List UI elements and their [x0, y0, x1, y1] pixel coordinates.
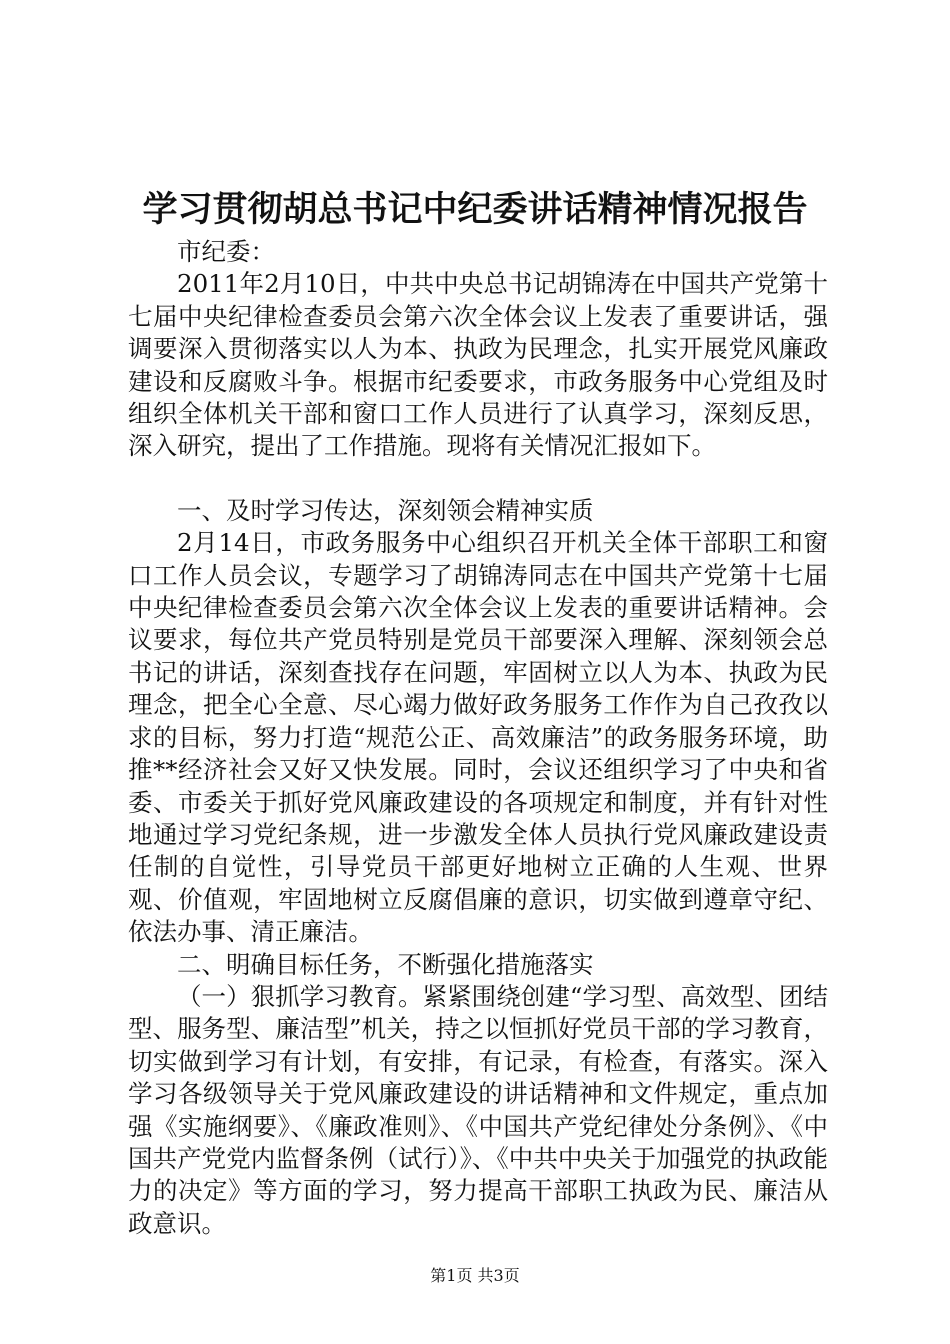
section-heading-1: 一、及时学习传达，深刻领会精神实质	[177, 495, 594, 525]
document-title: 学习贯彻胡总书记中纪委讲话精神情况报告	[142, 189, 808, 230]
paragraph-section-2-item-1: （一）狠抓学习教育。紧紧围绕创建“学习型、高效型、团结型、服务型、廉洁型”机关，持之以恒抓好党员干部的学习教育，切实做到学习有计划，有安排，有记录，有检查，有落实。深入学习各级领导关于党风廉政建设的讲话精神和文件规定，重点加强《实施纲要》、《廉政准则》、《中国共产党纪律处分条例》、《中国共产党党内监督条例（试行）》、《中共中央关于加强党的执政能力的决定》等方面的学习，努力提高干部职工执政为民、廉洁从政意识。	[128, 981, 828, 1238]
paragraph-section-1: 2月14日，市政务服务中心组织召开机关全体干部职工和窗口工作人员会议，专题学习了胡锦涛同志在中国共产党第十七届中央纪律检查委员会第六次全体会议上发表的重要讲话精神。会议要求，每位共产党员特别是党员干部要深入理解、深刻领会总书记的讲话，深刻查找存在问题，牢固树立以人为本、执政为民理念，把全心全意、尽心竭力做好政务服务工作作为自己孜孜以求的目标，努力打造“规范公正、高效廉洁”的政务服务环境，助推**经济社会又好又快发展。同时，会议还组织学习了中央和省委、市委关于抓好党风廉政建设的各项规定和制度，并有针对性地通过学习党纪条规，进一步激发全体人员执行党风廉政建设责任制的自觉性，引导党员干部更好地树立正确的人生观、世界观、价值观，牢固地树立反腐倡廉的意识，切实做到遵章守纪、依法办事、清正廉洁。	[128, 528, 828, 947]
paragraph-spacer	[128, 463, 828, 495]
section-heading-2: 二、明确目标任务，不断强化措施落实	[177, 949, 594, 979]
document-body	[128, 236, 828, 1240]
paragraph-intro: 2011年2月10日，中共中央总书记胡锦涛在中国共产党第十七届中央纪律检查委员会第六次全体会议上发表了重要讲话，强调要深入贯彻落实以人为本、执政为民理念，扎实开展党风廉政建设和反腐败斗争。根据市纪委要求，市政务服务中心党组及时组织全体机关干部和窗口工作人员进行了认真学习，深刻反思，深入研究，提出了工作措施。现将有关情况汇报如下。	[128, 269, 828, 461]
salutation: 市纪委：	[177, 237, 275, 266]
page-footer: 第1页 共3页	[430, 1266, 520, 1285]
